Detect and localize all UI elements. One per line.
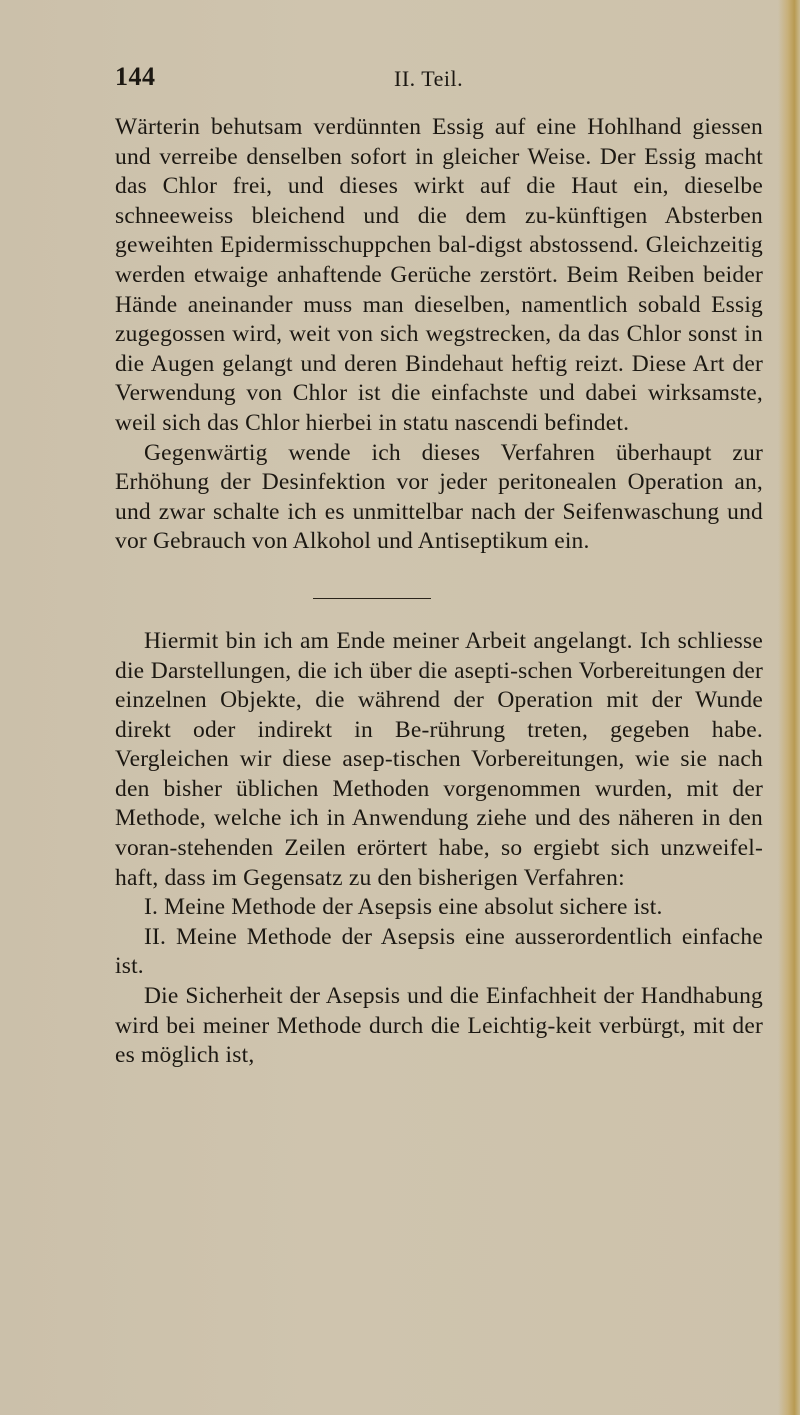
list-item-1: I. Meine Methode der Asepsis eine absolut sichere ist.: [144, 894, 663, 921]
paragraph-4: Die Sicherheit der Asepsis und die Einfachheit der Handhabung wird bei meiner Methode durch die Leichtig-keit verbürgt, mit der es möglich ist,: [115, 983, 763, 1069]
page-number: 144: [115, 62, 156, 91]
list-item-2: II. Meine Methode der Asepsis eine ausserordentlich einfache ist.: [115, 923, 763, 980]
paragraph-2: Gegenwärtig wende ich dieses Verfahren überhaupt zur Erhöhung der Desinfektion vor jeder peritonealen Operation an, und zwar schalte ich es unmittelbar nach der Seifenwaschung und vor Gebrauch von Alkohol und Antiseptikum ein.: [115, 439, 763, 555]
paragraph-1: Wärterin behutsam verdünnten Essig auf eine Hohlhand giessen und verreibe denselben sofort in gleicher Weise. Der Essig macht das Chlor frei, und dieses wirkt auf die Haut ein, dieselbe schneeweiss bleichend und die dem zu-künftigen Absterben geweihten Epidermisschuppchen bal-digst abstossend. Gleichzeitig werden etwaige anhaftende Gerüche zerstört. Beim Reiben beider Hände aneinander muss man dieselben, namentlich sobald Essig zugegossen wird, weit von sich wegstrecken, da das Chlor sonst in die Augen gelangt und deren Bindehaut heftig reizt. Diese Art der Verwendung von Chlor ist die einfachste und dabei wirksamste, weil sich das Chlor hierbei in statu nascendi befindet.: [115, 114, 763, 436]
running-head: II. Teil.: [394, 66, 464, 91]
page-edge: [778, 0, 800, 1415]
page-header: [0, 62, 800, 98]
body-text: [115, 113, 763, 1071]
paragraph-3: Hiermit bin ich am Ende meiner Arbeit angelangt. Ich schliesse die Darstellungen, die ich über die asepti-schen Vorbereitungen der einzelnen Objekte, die während der Operation mit der Wunde direkt oder indirekt in Be-rührung treten, gegeben habe. Vergleichen wir diese asep-tischen Vorbereitungen, wie sie nach den bisher üblichen Methoden vorgenommen wurden, mit der Methode, welche ich in Anwendung ziehe und des näheren in den voran-stehenden Zeilen erörtert habe, so ergiebt sich unzweifel-haft, dass im Gegensatz zu den bisherigen Verfahren:: [115, 627, 763, 891]
section-divider: [313, 598, 431, 599]
